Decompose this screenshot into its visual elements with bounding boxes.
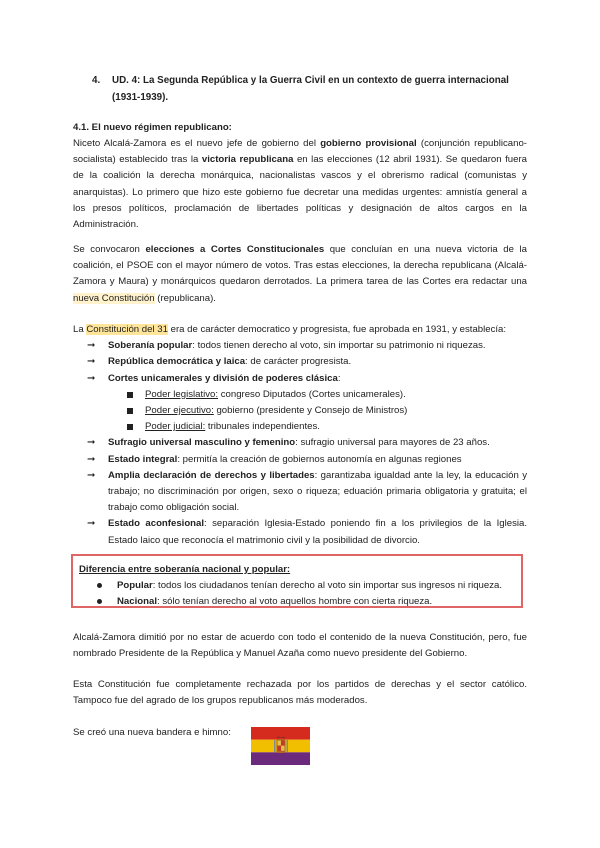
- p1-text-2: (conjunción republicano-socialista) establecido tras la: [73, 138, 527, 166]
- box-item-bold: Popular: [117, 580, 153, 592]
- list-item: [73, 468, 527, 517]
- item-bold: Cortes unicamerales y división de poderes clásica: [108, 372, 338, 384]
- section-title: 4.1. El nuevo régimen republicano:: [73, 122, 232, 133]
- paragraph-constitution-intro: [73, 322, 527, 338]
- flag-purple-stripe: [251, 752, 310, 765]
- sovereignty-difference-box: [71, 554, 523, 608]
- paragraph-alcala-zamora: Alcalá-Zamora dimitió por no estar de acuerdo con todo el contenido de la nueva Constitución, pero, fue nombrado Presidente de la República y Manuel Azaña como nuevo presidente del Gobierno.: [73, 632, 527, 660]
- power-item: [73, 403, 527, 419]
- arrow-icon: ➞: [87, 453, 96, 465]
- p1-bold-1: gobierno provisional: [320, 138, 417, 149]
- power-item: [73, 419, 527, 435]
- bullet-icon: [97, 599, 102, 604]
- constitution-features-list: [73, 338, 527, 549]
- list-item: [73, 354, 527, 370]
- arrow-icon: ➞: [87, 437, 96, 449]
- power-label: Poder ejecutivo:: [145, 405, 214, 417]
- p2-text-2: que concluían en una nueva victoria de la coalición, el PSOE con el mayor número de votos. Tras estas elecciones, la derecha republicana (Alcalá-Zamora y Maura) y monárquicos quedaron derrotados. La primera tarea de las Cortes era redactar una: [73, 244, 527, 288]
- power-label: Poder judicial:: [145, 421, 206, 433]
- powers-list: [73, 387, 527, 436]
- bullet-icon: [97, 583, 102, 588]
- arrow-icon: ➞: [87, 356, 96, 368]
- p1-text-3: en las elecciones (12 abril 1931). Se quedaron fuera de la coalición la derecha monárquica, nacionalistas vascos y el obrerismo radical (comunistas y anarquistas). Lo primero que hizo este gobierno fue decretar una medidas urgentes: amnistía general a los presos políticos, proclamación de libertades políticas y designación de altos cargos en la Administración.: [73, 154, 528, 231]
- unit-heading: [92, 72, 532, 106]
- square-bullet-icon: [127, 424, 133, 430]
- box-item: [79, 578, 521, 594]
- heading-number: 4.: [92, 75, 101, 86]
- arrow-icon: ➞: [87, 469, 96, 481]
- p2-bold-1: elecciones a Cortes Constitucionales: [145, 244, 325, 255]
- section-title-block: [73, 120, 527, 136]
- item-text: : garantizaba igualdad ante la ley, la educación y trabajo; no discriminación por origen, sexo o riqueza; eduación primaria obligatoria y gratuita; el trabajo como obligación social.: [108, 469, 527, 514]
- item-text: : de carácter progresista.: [245, 356, 352, 368]
- item-text: :: [337, 372, 341, 384]
- list-item: [73, 452, 527, 468]
- list-item: [73, 516, 527, 548]
- list-item: [73, 338, 527, 354]
- paragraph-flag-anthem: Se creó una nueva bandera e himno:: [73, 727, 231, 738]
- item-text: : todos tienen derecho al voto, sin importar su patrimonio ni riquezas.: [192, 340, 486, 352]
- square-bullet-icon: [127, 392, 133, 398]
- power-text: tribunales independientes.: [205, 421, 320, 433]
- list-item: [73, 371, 527, 436]
- p2-highlight-constitution: nueva Constitución: [73, 292, 155, 304]
- box-item-text: : sólo tenían derecho al voto aquellos hombre con cierta riqueza.: [157, 596, 433, 608]
- item-bold: Amplia declaración de derechos y libertades: [108, 469, 315, 481]
- item-bold: Estado integral: [108, 453, 178, 465]
- power-item: [73, 387, 527, 403]
- heading-text: UD. 4: La Segunda República y la Guerra Civil en un contexto de guerra internacional (1931-1939).: [112, 75, 509, 103]
- power-label: Poder legislativo:: [145, 388, 219, 400]
- p3-text-1: La: [73, 324, 87, 335]
- arrow-icon: ➞: [87, 518, 96, 530]
- p2-text-1: Se convocaron: [73, 244, 146, 255]
- paragraph-provisional-government: [73, 136, 527, 233]
- item-text: : sufragio universal para mayores de 23 años.: [295, 437, 490, 449]
- box-item: [79, 594, 521, 610]
- item-bold: Soberanía popular: [108, 340, 193, 352]
- paragraph-constituent-elections: [73, 242, 527, 307]
- list-item: [73, 435, 527, 451]
- box-item-text: : todos los ciudadanos tenían derecho al voto sin importar sus ingresos ni riqueza.: [152, 580, 503, 592]
- republican-flag-image: [251, 727, 310, 765]
- item-bold: Estado aconfesional: [108, 518, 205, 530]
- power-text: congreso Diputados (Cortes unicamerales).: [218, 388, 406, 400]
- power-text: gobierno (presidente y Consejo de Ministros): [213, 405, 408, 417]
- p2-text-3: (republicana).: [154, 292, 216, 304]
- p3-text-2: era de carácter democratico y progresista, fue aprobada en 1931, y establecía:: [167, 324, 507, 335]
- constitution-section: [73, 322, 527, 549]
- p1-bold-2: victoria republicana: [201, 154, 294, 166]
- square-bullet-icon: [127, 408, 133, 414]
- p3-highlight-constitution-31: Constitución del 31: [86, 324, 168, 335]
- box-item-bold: Nacional: [117, 596, 157, 608]
- arrow-icon: ➞: [87, 340, 96, 352]
- box-title: Diferencia entre soberanía nacional y popular:: [79, 564, 291, 575]
- item-text: : permitía la creación de gobiernos autonomía en algunas regiones: [177, 453, 462, 465]
- item-text: : separación Iglesia-Estado poniendo fin a los privilegios de la Iglesia. Estado laico que reconocía el matrimonio civil y la posibilidad de divorcio.: [108, 518, 527, 546]
- paragraph-rejection: Esta Constitución fue completamente rechazada por los partidos de derechas y el sector católico. Tampoco fue del agrado de los grupos republicanos más moderados.: [73, 679, 527, 707]
- arrow-icon: ➞: [87, 372, 96, 384]
- item-bold: República democrática y laica: [108, 356, 246, 368]
- p1-text-1: Niceto Alcalá-Zamora es el nuevo jefe de gobierno del: [73, 138, 321, 149]
- item-bold: Sufragio universal masculino y femenino: [108, 437, 296, 449]
- box-list: [79, 578, 521, 610]
